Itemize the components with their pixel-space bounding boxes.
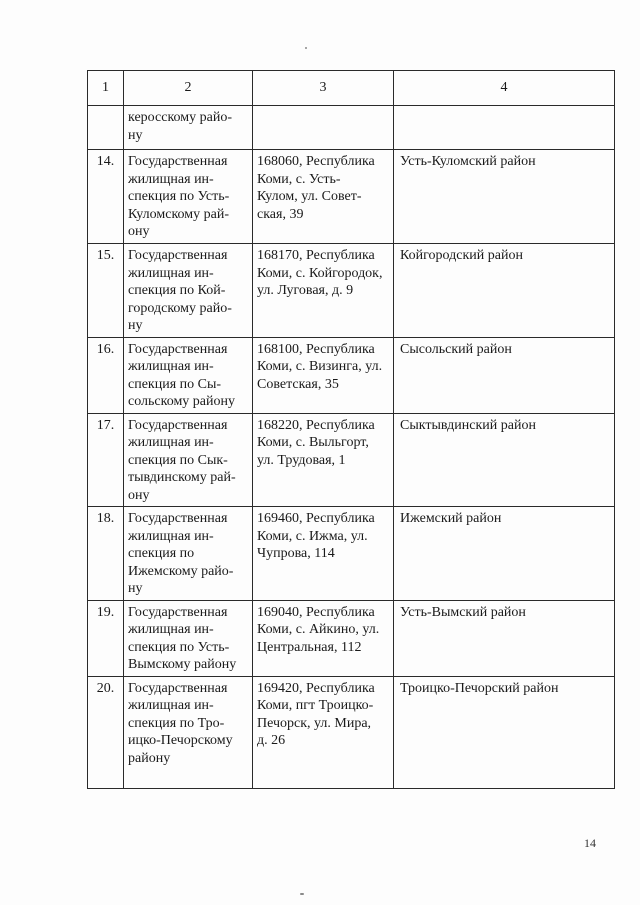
row-number: 18. xyxy=(88,507,124,601)
address-cell xyxy=(253,600,394,676)
agencies-table xyxy=(87,70,615,789)
org-name-line: городскому райо- xyxy=(128,300,232,316)
org-name-cell xyxy=(124,106,253,150)
address-line: ул. Трудовая, 1 xyxy=(257,452,346,468)
org-name-line: Государственная xyxy=(128,341,228,357)
table-row xyxy=(88,337,615,413)
org-name-line: Государственная xyxy=(128,511,228,526)
region-cell: Койгородский район xyxy=(394,244,615,338)
column-header-3: 3 xyxy=(253,71,394,106)
address-line: Центральная, 112 xyxy=(257,639,362,655)
org-name-line: Государственная xyxy=(128,248,228,263)
address-line: Печорск, ул. Мира, xyxy=(257,715,372,731)
org-name-line: Куломскому рай- xyxy=(128,206,230,222)
address-line: д. 26 xyxy=(257,733,286,748)
table-row xyxy=(88,600,615,676)
address-cell xyxy=(253,413,394,507)
region-cell: Усть-Куломский район xyxy=(394,150,615,244)
address-line: ул. Луговая, д. 9 xyxy=(257,283,354,298)
address-line: 169460, Республика xyxy=(257,511,375,526)
org-name-line: жилищная ин- xyxy=(128,171,214,187)
org-name-line: жилищная ин- xyxy=(128,265,214,281)
row-number: 17. xyxy=(88,413,124,507)
org-name-line: ну xyxy=(128,581,143,596)
org-name-line: Государственная xyxy=(128,154,228,169)
org-name-line: спекция по Усть- xyxy=(128,189,230,204)
address-line: Чупрова, 114 xyxy=(257,546,335,561)
org-name-cell xyxy=(124,507,253,601)
table-row-continuation xyxy=(88,106,615,150)
scan-speck xyxy=(300,893,304,895)
org-name-line: Государственная xyxy=(128,680,228,696)
address-line: 169040, Республика xyxy=(257,604,375,620)
org-name-line: ну xyxy=(128,318,143,333)
region-cell: Троицко-Печорский район xyxy=(394,676,615,788)
org-name-line: сольскому району xyxy=(128,394,235,409)
address-line: 169420, Республика xyxy=(257,680,375,696)
org-name-line: жилищная ин- xyxy=(128,528,214,544)
org-name-cell xyxy=(124,413,253,507)
org-name-line: спекция по Кой- xyxy=(128,283,226,298)
region-cell: Сысольский район xyxy=(394,337,615,413)
region-cell: Сыктывдинский район xyxy=(394,413,615,507)
org-name-line: спекция по Тро- xyxy=(128,715,225,731)
address-line: 168170, Республика xyxy=(257,248,375,263)
org-name-cell xyxy=(124,337,253,413)
address-line: Коми, с. Визинга, ул. xyxy=(257,359,383,374)
region-cell: Усть-Вымский район xyxy=(394,600,615,676)
org-name-line: спекция по Сы- xyxy=(128,376,222,392)
org-name-line: тывдинскому рай- xyxy=(128,470,236,485)
org-name-line: Государственная xyxy=(128,417,228,433)
address-line: 168060, Республика xyxy=(257,154,375,169)
column-header-4: 4 xyxy=(394,71,615,106)
address-cell xyxy=(253,507,394,601)
org-name-line: ицко-Печорскому xyxy=(128,733,233,748)
address-cell xyxy=(253,106,394,150)
address-line: Советская, 35 xyxy=(257,376,339,392)
table-row xyxy=(88,676,615,788)
org-name-line: ну xyxy=(128,127,143,143)
row-number xyxy=(88,106,124,150)
org-name-line: жилищная ин- xyxy=(128,622,214,637)
address-cell xyxy=(253,337,394,413)
address-line: 168220, Республика xyxy=(257,417,375,433)
row-number: 15. xyxy=(88,244,124,338)
table-row xyxy=(88,413,615,507)
org-name-line: ону xyxy=(128,487,150,503)
address-cell xyxy=(253,150,394,244)
column-header-2: 2 xyxy=(124,71,253,106)
org-name-line: ону xyxy=(128,224,150,239)
table-row xyxy=(88,507,615,601)
org-name-line: району xyxy=(128,750,171,766)
address-line: Коми, с. Выльгорт, xyxy=(257,435,369,450)
org-name-cell xyxy=(124,150,253,244)
page-number: 14 xyxy=(584,836,596,850)
table-row xyxy=(88,150,615,244)
table-header-row xyxy=(88,71,615,106)
column-header-1: 1 xyxy=(88,71,124,106)
org-name-line: жилищная ин- xyxy=(128,698,214,713)
org-name-line: спекция по Усть- xyxy=(128,639,230,655)
region-cell: Ижемский район xyxy=(394,507,615,601)
address-line: Коми, с. Койгородок, xyxy=(257,265,383,281)
scan-speck xyxy=(305,47,307,49)
org-name-line: Ижемскому райо- xyxy=(128,563,234,579)
row-number: 19. xyxy=(88,600,124,676)
table-row xyxy=(88,244,615,338)
row-number: 16. xyxy=(88,337,124,413)
address-cell xyxy=(253,676,394,788)
org-name-line: Государственная xyxy=(128,604,228,620)
region-cell xyxy=(394,106,615,150)
org-name-cell xyxy=(124,676,253,788)
org-name-line: керосскому райо- xyxy=(128,110,232,125)
org-name-line: Вымскому району xyxy=(128,657,237,672)
row-number: 20. xyxy=(88,676,124,788)
org-name-line: спекция по Сык- xyxy=(128,452,228,468)
address-line: 168100, Республика xyxy=(257,341,375,357)
address-cell xyxy=(253,244,394,338)
address-line: Коми, с. Усть- xyxy=(257,171,341,187)
address-line: Коми, с. Ижма, ул. xyxy=(257,528,368,544)
org-name-line: жилищная ин- xyxy=(128,435,214,450)
org-name-line: спекция по xyxy=(128,546,195,561)
org-name-line: жилищная ин- xyxy=(128,359,214,374)
org-name-cell xyxy=(124,600,253,676)
address-line: Коми, с. Айкино, ул. xyxy=(257,622,380,637)
address-line: ская, 39 xyxy=(257,206,304,222)
address-line: Кулом, ул. Совет- xyxy=(257,189,362,204)
org-name-cell xyxy=(124,244,253,338)
address-line: Коми, пгт Троицко- xyxy=(257,698,374,713)
row-number: 14. xyxy=(88,150,124,244)
